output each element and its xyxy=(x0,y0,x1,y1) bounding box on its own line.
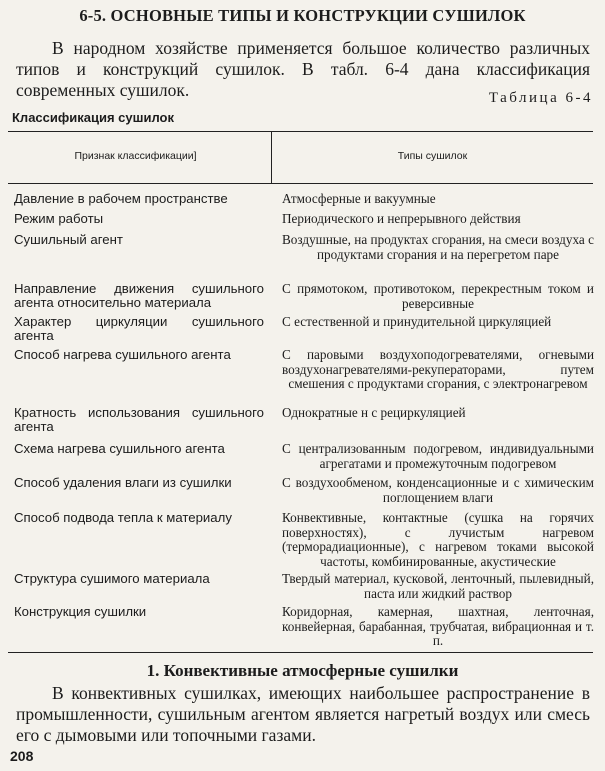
table-top-rule xyxy=(8,131,593,132)
row-feature: Сушильный агент xyxy=(14,232,123,247)
row-feature: Способ нагрева сушильного агента xyxy=(14,347,231,362)
row-types: Твердый материал, кусковой, ленточный, пылевидный, паста или жидкий раствор xyxy=(282,571,594,601)
table-caption: Классификация сушилок xyxy=(12,110,174,125)
row-types: С централизованным подогревом, индивидуальными агрегатами и промежуточным подогревом xyxy=(282,441,594,471)
row-types: Воздушные, на продуктах сгорания, на смеси воздуха с продуктами сгорания и на перегретом паре xyxy=(282,232,594,262)
intro-paragraph: В народном хозяйстве применяется большое количество различных типов и конструкций сушилок. В табл. 6-4 дана классификация современных сушилок. xyxy=(16,38,590,100)
row-types: Конвективные, контактные (сушка на горячих поверхностях), с лучистым нагревом (терморадиационные), с нагревом токами высокой частоты, комбинированные, акустические xyxy=(282,510,594,569)
table-header-types: Типы сушилок xyxy=(397,150,468,162)
table-label: Таблица 6-4 xyxy=(488,90,593,106)
row-feature: Схема нагрева сушильного агента xyxy=(14,441,225,456)
section-title: 6-5. ОСНОВНЫЕ ТИПЫ И КОНСТРУКЦИИ СУШИЛОК xyxy=(79,6,526,25)
row-types: Периодического и непрерывного действия xyxy=(282,211,521,226)
row-feature: Структура сушимого материала xyxy=(14,571,210,586)
row-feature: Направление движения сушильного агента относительно материала xyxy=(14,281,264,310)
row-feature: Способ подвода тепла к материалу xyxy=(14,510,232,525)
row-types: Атмосферные и вакуумные xyxy=(282,191,436,206)
row-feature: Режим работы xyxy=(14,211,104,226)
row-types: С естественной и принудительной циркуляцией xyxy=(282,314,552,329)
row-feature: Характер циркуляции сушильного агента xyxy=(14,314,264,343)
subsection-title: 1. Конвективные атмосферные сушилки xyxy=(146,661,459,680)
row-types: С паровыми воздухоподогревателями, огневыми воздухонагревателями-рекуператорами, путем смешения с продуктами сгорания, с электронагревом xyxy=(282,347,594,391)
row-types: Однократные н с рециркуляцией xyxy=(282,405,466,420)
row-types: С прямотоком, противотоком, перекрестным током и реверсивные xyxy=(282,281,594,311)
table-header-feature: Признак классификации] xyxy=(74,150,197,162)
row-types: С воздухообменом, конденсационные и с химическим поглощением влаги xyxy=(282,475,594,505)
row-feature: Кратность использования сушильного агента xyxy=(14,405,264,434)
table-bottom-rule xyxy=(8,652,593,653)
row-types: Коридорная, камерная, шахтная, ленточная, конвейерная, барабанная, трубчатая, вибрационная и т. п. xyxy=(282,604,594,648)
body-paragraph: В конвективных сушилках, имеющих наибольшее распространение в промышленности, сушильным агентом является нагретый воздух или смесь его с дымовыми или топочными газами. xyxy=(16,683,590,745)
page-number: 208 xyxy=(10,748,34,764)
row-feature: Конструкция сушилки xyxy=(14,604,147,619)
row-feature: Давление в рабочем пространстве xyxy=(14,191,228,206)
table-header-rule xyxy=(8,183,593,184)
row-feature: Способ удаления влаги из сушилки xyxy=(14,475,232,490)
